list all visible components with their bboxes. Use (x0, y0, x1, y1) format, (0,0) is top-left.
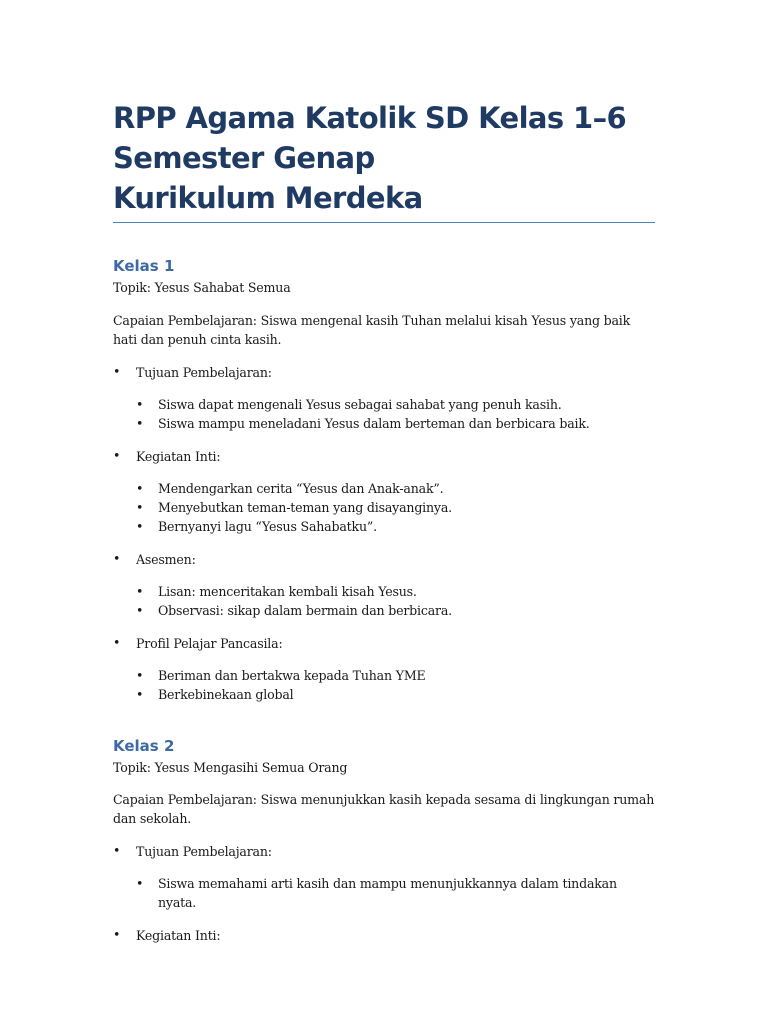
bullet-icon: • (113, 551, 121, 566)
bullet-icon: • (113, 927, 121, 942)
list-item-profil (113, 633, 655, 704)
bullet-icon: • (136, 519, 144, 534)
section-heading-kelas-2: Kelas 2 (113, 737, 175, 755)
section-kelas-1 (113, 256, 655, 704)
list-item-label: Kegiatan Inti: (136, 449, 221, 464)
list-item-label: Kegiatan Inti: (136, 928, 221, 943)
list-item-text: Siswa mampu meneladani Yesus dalam berteman dan berbicara baik. (158, 416, 590, 431)
bullet-icon: • (113, 635, 121, 650)
bullet-icon: • (136, 416, 144, 431)
section-heading-kelas-1: Kelas 1 (113, 257, 175, 275)
sub-list (136, 582, 655, 620)
list-item (136, 874, 655, 912)
title-line-1: RPP Agama Katolik SD Kelas 1–6 (113, 101, 627, 135)
list-item-kegiatan (113, 446, 655, 536)
list-item-text: Siswa dapat mengenali Yesus sebagai sahabat yang penuh kasih. (158, 397, 562, 412)
bullet-icon: • (136, 500, 144, 515)
title-line-2: Semester Genap (113, 141, 375, 175)
document-title (113, 98, 655, 218)
list-item-label: Tujuan Pembelajaran: (136, 844, 272, 859)
bullet-icon: • (113, 843, 121, 858)
document-page (113, 98, 655, 945)
list-item-label: Profil Pelajar Pancasila: (136, 636, 283, 651)
bullet-icon: • (136, 687, 144, 702)
list-item (136, 517, 655, 536)
bullet-icon: • (136, 603, 144, 618)
bullet-icon: • (136, 584, 144, 599)
list-item-kegiatan (113, 925, 655, 945)
list-item-text: Observasi: sikap dalam bermain dan berbicara. (158, 603, 452, 618)
list-item (136, 395, 655, 414)
capaian-text: Capaian Pembelajaran: Siswa menunjukkan kasih kepada sesama di lingkungan rumah dan sekolah. (113, 792, 655, 826)
list-item (136, 414, 655, 433)
list-item (136, 498, 655, 517)
list-item-label: Asesmen: (136, 552, 196, 567)
bullet-icon: • (136, 668, 144, 683)
list-item-label: Tujuan Pembelajaran: (136, 365, 272, 380)
bullet-icon: • (113, 448, 121, 463)
topic-text: Topik: Yesus Sahabat Semua (113, 280, 291, 295)
capaian-text: Capaian Pembelajaran: Siswa mengenal kasih Tuhan melalui kisah Yesus yang baik hati dan penuh cinta kasih. (113, 313, 631, 347)
sub-list (136, 395, 655, 433)
bullet-icon: • (136, 397, 144, 412)
sub-list (136, 874, 655, 912)
list-item-asesmen (113, 549, 655, 620)
list-item-text: Menyebutkan teman-teman yang disayanginya. (158, 500, 452, 515)
section-kelas-2 (113, 736, 655, 945)
list-item (136, 479, 655, 498)
bullet-icon: • (113, 364, 121, 379)
title-line-3: Kurikulum Merdeka (113, 181, 423, 215)
topic-text: Topik: Yesus Mengasihi Semua Orang (113, 760, 348, 775)
list-item-text: Berkebinekaan global (158, 687, 294, 702)
list-item (136, 685, 655, 704)
sub-list (136, 666, 655, 704)
outline-list (113, 841, 655, 945)
list-item-text: Mendengarkan cerita “Yesus dan Anak-anak”. (158, 481, 444, 496)
bullet-icon: • (136, 481, 144, 496)
list-item (136, 666, 655, 685)
outline-list (113, 362, 655, 704)
list-item (136, 582, 655, 601)
list-item-text: Lisan: menceritakan kembali kisah Yesus. (158, 584, 417, 599)
bullet-icon: • (136, 876, 144, 891)
list-item-text: Beriman dan bertakwa kepada Tuhan YME (158, 668, 426, 683)
list-item-text: Siswa memahami arti kasih dan mampu menunjukkannya dalam tindakan nyata. (158, 876, 617, 910)
list-item-tujuan (113, 362, 655, 433)
list-item-tujuan (113, 841, 655, 912)
sub-list (136, 479, 655, 536)
title-divider (113, 222, 655, 223)
list-item (136, 601, 655, 620)
list-item-text: Bernyanyi lagu “Yesus Sahabatku”. (158, 519, 377, 534)
